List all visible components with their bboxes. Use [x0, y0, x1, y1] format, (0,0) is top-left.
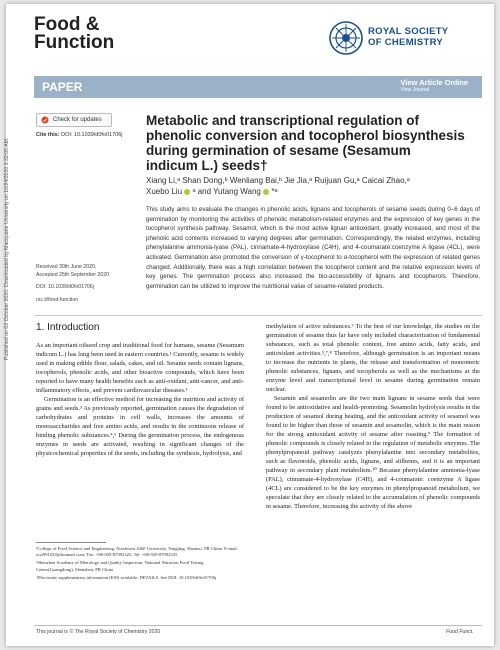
- author-list: [146, 175, 466, 197]
- orcid-icon[interactable]: [263, 189, 269, 195]
- cite-line: [36, 132, 123, 138]
- accepted-date: Accepted 25th September 2020: [36, 271, 109, 278]
- view-article-online-link[interactable]: View Article Online: [400, 78, 468, 87]
- paper-type-label: PAPER: [42, 80, 83, 94]
- updates-icon: [41, 116, 49, 124]
- article-doi[interactable]: DOI: 10.1039/d0fo01706j: [36, 284, 94, 290]
- publisher-line2: OF CHEMISTRY: [368, 37, 444, 48]
- rsc-logo[interactable]: [328, 20, 478, 62]
- article-dates: [36, 264, 109, 304]
- abstract: This study aims to evaluate the changes in phenolic acids, lignans and tocopherols of sesame seeds during 0–6 days of germination by monitoring the activities of phenolic metabolism-related enzymes and the expression of key genes in the tocopherol synthesis pathway. Sesamol, which is the most active lignan antioxidant, greatly increased, and most of the phenolic acid contents increased to varying degrees after germination. Correspondingly, the related enzymes, including phenylalanine ammonia-lyase (PAL), cinnamate-4-hydroxylase (C4H), and 4-coumarate:coenzyme A ligase (4CL), were activated. Germination also promoted the conversion of γ-tocopherol to α-tocopherol with the expression of related genes changed. Additionally, there was a high correlation between the tocopherol content and the relative expression levels of key genes. The germination process also increased the bio-accessibility of lignans and tocopherols. Therefore, germination can be utilized to improve the nutritional value of sesame-related products.: [146, 206, 480, 290]
- body-column-left: [36, 341, 244, 458]
- footer-divider: [34, 625, 482, 626]
- publisher-line1: ROYAL SOCIETY: [368, 26, 449, 37]
- download-side-note: Published on 02 October 2020. Downloaded by Macquarie University on 10/24/2020 3:32:00 AM.: [4, 137, 10, 361]
- cite-label: Cite this:: [36, 132, 60, 138]
- introduction-heading: 1. Introduction: [36, 322, 100, 333]
- footnote-affiliation-b: ᵇShenzhen Academy of Metrology and Quality Inspection, National Nutrition Food Testing Center(Guangdong), Shenzhen, PR China: [36, 560, 204, 572]
- body-paragraph: As an important oilseed crop and traditional food for humans, sesame (Sesamum indicum L.) has long been used in eastern countries.¹ Currently, sesame is widely used in making edible flour, salads, cakes, and oil. Sesame seeds contain lignans, tocopherols, phenolic acids, and other bioactive compounds, which have been reported to have many health benefits such as anti-oxidant, anti-cancer, and anti-inflammatory effects, and prevent cardiovascular diseases.²: [36, 342, 244, 394]
- author-corresponding-mark: *ᵃ: [271, 187, 278, 196]
- check-for-updates-label: Check for updates: [53, 117, 102, 123]
- body-paragraph: Sesamin and sesamolin are the two main lignans in sesame seeds that were found to be antioxidative and health-promoting. Sesamolin hydrolysis results in the production of sesamol during heating, and the antioxidant activity of sesamol was found to be higher than those of sesamin and sesamolin, which is the main reason for the strong antioxidant activity of sesame after roasting.⁹ The formation of phenolic compounds is closely related to the regulation of metabolic enzymes. The phenylpropanoid pathway catalyzes phenylalanine into secondary metabolites, such as flavonoids, phenolic acids, lignans, and stilbenes, and it is an important pathway in secondary plant metabolism.¹⁰ Because phenylalanine ammonia-lyase (PAL), cinnamate-4-hydroxylase (C4H), and 4-coumarate: coenzyme A ligase (4CL) are considered to be the key enzymes in phenylpropanoid metabolism, we speculate that they are closely related to the accumulation of phenolic compounds in sesame. Therefore, increasing the activity of the above: [266, 395, 480, 510]
- view-journal-link[interactable]: View Journal: [400, 87, 430, 93]
- journal-url[interactable]: rsc.li/food-function: [36, 296, 79, 303]
- footnote-esi: †Electronic supplementary information (ESI) available: DETAILS. See DOI: 10.1039/d0fo01706j: [36, 574, 217, 580]
- paper-header-band: [34, 76, 482, 98]
- received-date: Received 30th June 2020,: [36, 264, 97, 270]
- footnote-affiliation-a: ᵃCollege of Food Science and Engineering, Northwest A&F University, Yangling, Shaanxi, PR China. E-mail: wyt991023@hotmail.com; Fax: +86-029-87092325; Tel: +86-029-87092325: [36, 546, 238, 558]
- author-yutang-wang: ᵃ and Yutang Wang: [192, 187, 261, 196]
- orcid-icon[interactable]: [184, 189, 190, 195]
- paper-page: [6, 4, 494, 646]
- body-paragraph: Germination is an effective method for increasing the nutrition and activity of grains and seeds.³ As previously reported, germination causes the degradation of carbohydrates and proteins in cell walls, increases the amounts of monosaccharides and free amino acids, and results in the continuous release of binding phenolic substances.⁴,⁵ During the germination process, the endogenous enzymes in seeds are activated, resulting in significant changes of the physicochemical properties of the seeds, including the synthesis, hydrolysis, and: [36, 396, 244, 457]
- body-paragraph: methylation of active substances.⁶ To the best of our knowledge, the studies on the germination of sesame thus far have only included characterization of fundamental substances, such as total phenolic content, free amino acids, fatty acids, and antioxidant activities.⁵,⁷,⁸ Therefore, although germination is an important means to increase the nutrients in plants, the release and transformation of monomeric phenolic substances, lignans, and tocopherols as well as the mechanisms at the enzyme level and transcriptional level in sesame during germination remain unclear.: [266, 323, 480, 393]
- author-line-1: Xiang Li,ᵃ Shan Dong,ᵇ Wenliang Bai,ᵇ Jie Jia,ᵃ Ruijuan Gu,ᵃ Caicai Zhao,ᵃ: [146, 176, 410, 185]
- footer-journal-abbrev: Food Funct.: [446, 629, 474, 635]
- footnote-divider: [36, 542, 106, 543]
- author-xuebo-liu: Xuebo Liu: [146, 187, 183, 196]
- journal-title-line1: Food &: [34, 14, 100, 35]
- body-column-right: [266, 322, 480, 511]
- footer-copyright: This journal is © The Royal Society of Chemistry 2020: [36, 629, 161, 635]
- rsc-emblem-icon: [328, 20, 364, 56]
- check-for-updates-button[interactable]: [36, 113, 112, 127]
- article-title-text: Metabolic and transcriptional regulation of phenolic conversion and tocopherol biosynthesis during germination of sesame (Sesamum indicum L.) seeds†: [146, 113, 465, 173]
- section-divider: [34, 315, 482, 316]
- article-title: [146, 113, 466, 173]
- cite-doi[interactable]: DOI: 10.1039/d0fo01706j: [61, 132, 123, 138]
- journal-title-line2: Function: [34, 32, 115, 53]
- affiliation-footnotes: [36, 546, 242, 583]
- journal-title[interactable]: [34, 16, 114, 52]
